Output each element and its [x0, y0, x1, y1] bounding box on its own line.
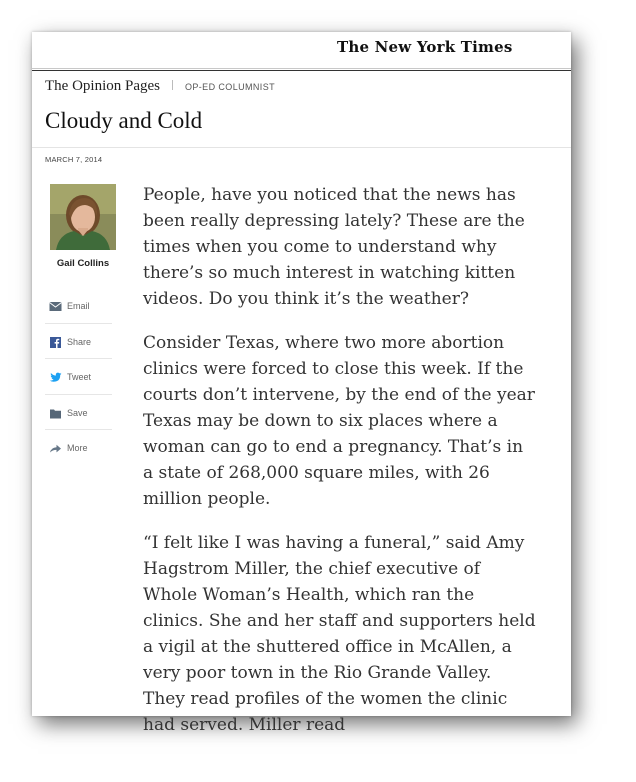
share-save-button[interactable]	[45, 395, 112, 431]
author-name[interactable]: Gail Collins	[56, 258, 110, 269]
article-headline: Cloudy and Cold	[45, 108, 203, 133]
share-facebook-label: Share	[67, 336, 92, 347]
share-facebook-button[interactable]	[45, 324, 112, 360]
masthead	[32, 32, 571, 69]
section-kicker[interactable]: OP-ED COLUMNIST	[184, 82, 275, 92]
section-name[interactable]: The Opinion Pages	[45, 78, 160, 94]
share-save-label: Save	[67, 407, 88, 418]
section-bar	[45, 77, 275, 97]
save-icon	[49, 408, 62, 419]
article-page	[32, 32, 571, 735]
article-paragraph: People, have you noticed that the news has been really depressing lately? These are the times when you come to understand why there’s so much interest in watching kitten videos. Do you think it’s the weather?	[143, 185, 525, 309]
share-twitter-button[interactable]	[45, 359, 112, 395]
headline-divider	[32, 147, 571, 148]
share-twitter-label: Tweet	[67, 372, 92, 382]
more-icon	[49, 443, 62, 454]
share-more-button[interactable]	[45, 430, 112, 465]
article-body	[143, 182, 538, 756]
article-date: MARCH 7, 2014	[45, 155, 103, 164]
facebook-icon	[49, 337, 62, 348]
share-email-button[interactable]	[45, 288, 112, 324]
email-icon	[49, 301, 62, 312]
share-more-label: More	[67, 443, 88, 453]
section-divider	[32, 70, 571, 71]
share-email-label: Email	[67, 301, 90, 311]
author-block[interactable]	[45, 184, 121, 269]
author-avatar	[50, 184, 116, 250]
twitter-icon	[49, 372, 62, 383]
share-tools	[45, 288, 112, 465]
article-paragraph: “I felt like I was having a funeral,” said Amy Hagstrom Miller, the chief executive of Whole Woman’s Health, which ran the clinics. She and her staff and supporters held a vigil at the shuttered office in McAllen, a very poor town in the Rio Grande Valley. They read profiles of the women the clinic had served. Miller read	[143, 533, 536, 735]
article-paragraph: Consider Texas, where two more abortion clinics were forced to close this week. If the courts don’t intervene, by the end of the year Texas may be down to six places where a woman can go to end a pregnancy. That’s in a state of 268,000 square miles, with 26 million people.	[143, 333, 535, 509]
author-photo	[50, 184, 116, 250]
section-separator	[172, 80, 173, 90]
nyt-logo[interactable]: The New York Times	[337, 38, 513, 56]
